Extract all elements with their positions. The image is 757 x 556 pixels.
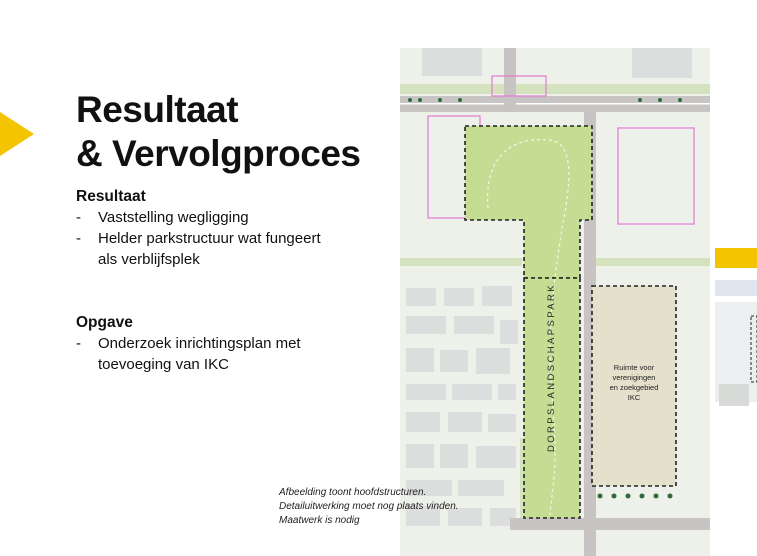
- dash-icon: -: [76, 209, 81, 226]
- south-road: [510, 518, 710, 530]
- list-item: - Onderzoek inrichtingsplan met: [76, 335, 301, 352]
- title-line-2: & Vervolgproces: [76, 133, 361, 174]
- dash-icon: -: [76, 230, 81, 247]
- list-item: - Helder parkstructuur wat fungeert: [76, 230, 321, 247]
- svg-text:Ruimte voor: Ruimte voor: [613, 363, 655, 372]
- svg-text:IKC: IKC: [627, 393, 641, 402]
- list-item: - Vaststelling wegligging: [76, 209, 249, 226]
- next-slide-preview: [715, 244, 757, 544]
- park-label: DORPSLANDSCHAPSPARK: [546, 283, 557, 452]
- map-caption: Afbeelding toont hoofdstructuren. Detailuitwerking moet nog plaats vinden. Maatwerk is nodig: [279, 487, 459, 526]
- opgave-heading: Opgave: [76, 314, 133, 331]
- yellow-arrow-icon: [0, 112, 34, 156]
- preview-yellow-bar: [715, 248, 757, 268]
- north-road: [504, 48, 516, 108]
- site-map: [400, 48, 710, 556]
- svg-text:en zoekgebied: en zoekgebied: [609, 383, 659, 392]
- dash-icon: -: [76, 335, 81, 352]
- title-line-1: Resultaat: [76, 89, 239, 130]
- list-item-continuation: toevoeging van IKC: [98, 356, 229, 373]
- list-item-continuation: als verblijfsplek: [98, 251, 200, 268]
- page-title: [76, 88, 361, 176]
- resultaat-section: [76, 186, 321, 270]
- svg-text:verenigingen: verenigingen: [612, 373, 656, 382]
- resultaat-heading: Resultaat: [76, 188, 146, 205]
- opgave-section: [76, 312, 301, 375]
